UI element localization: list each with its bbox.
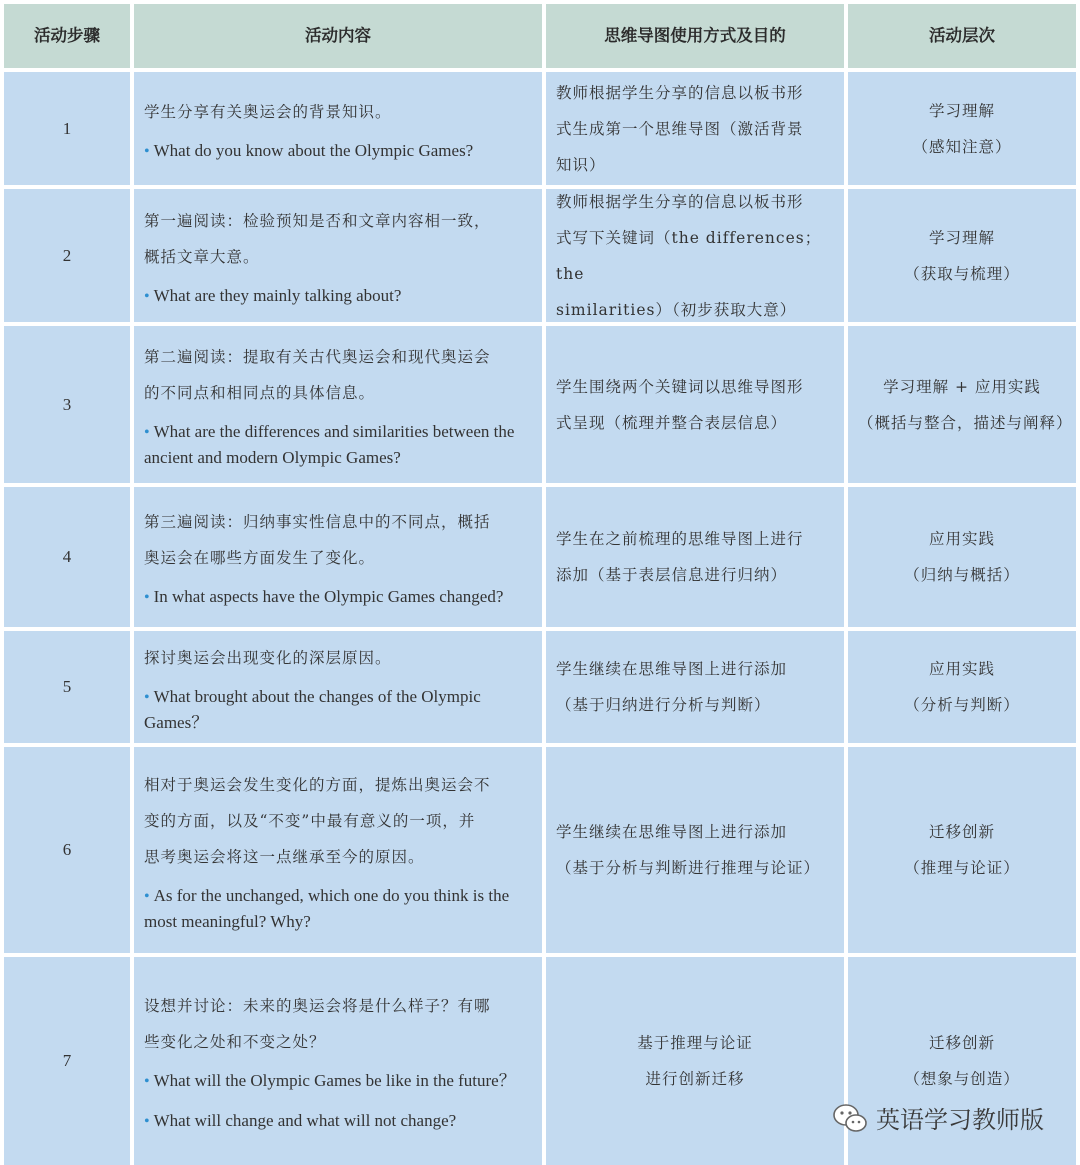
row-3-purpose: 学生围绕两个关键词以思维导图形 式呈现（梳理并整合表层信息） — [546, 326, 844, 483]
watermark — [832, 1100, 1044, 1135]
question: • What are they mainly talking about? — [144, 285, 402, 305]
bullet-icon: • — [144, 142, 150, 160]
header-content: 活动内容 — [134, 4, 542, 68]
bullet-icon: • — [144, 589, 150, 606]
bullet-icon: • — [144, 287, 150, 305]
content-line: 学生分享有关奥运会的背景知识。 — [144, 102, 392, 121]
row-4-purpose: 学生在之前梳理的思维导图上进行 添加（基于表层信息进行归纳） — [546, 487, 844, 627]
question: • What do you know about the Olympic Games? — [144, 140, 474, 160]
row-2-content: 第一遍阅读：检验预知是否和文章内容相一致， 概括文章大意。 • What are they mainly talking about? — [134, 189, 542, 322]
row-7-level: 迁移创新 （想象与创造） — [848, 957, 1076, 1165]
row-5-purpose: 学生继续在思维导图上进行添加 （基于归纳进行分析与判断） — [546, 631, 844, 743]
header-step: 活动步骤 — [4, 4, 130, 68]
question: • What will change and what will not change? — [144, 1111, 457, 1130]
row-5-content: 探讨奥运会出现变化的深层原因。 • What brought about the changes of the Olympic Games？ — [134, 631, 542, 743]
row-1-purpose: 教师根据学生分享的信息以板书形 式生成第一个思维导图（激活背景 知识） — [546, 72, 844, 185]
bullet-icon: • — [144, 1113, 150, 1130]
bullet-icon: • — [144, 887, 150, 905]
wechat-icon — [832, 1102, 868, 1134]
row-3-content: 第二遍阅读：提取有关古代奥运会和现代奥运会 的不同点和相同点的具体信息。 • What are the differences and similarities between the ancient and modern Olympic Games? — [134, 326, 542, 483]
row-2-step: 2 — [4, 189, 130, 322]
row-1-step: 1 — [4, 72, 130, 185]
question: • What will the Olympic Games be like in the future？ — [144, 1071, 516, 1090]
row-1-content — [134, 72, 542, 185]
bullet-icon: • — [144, 688, 150, 706]
row-5-level: 应用实践 （分析与判断） — [848, 631, 1076, 743]
header-level: 活动层次 — [848, 4, 1076, 68]
row-6-step: 6 — [4, 747, 130, 953]
row-6-purpose: 学生继续在思维导图上进行添加 （基于分析与判断进行推理与论证） — [546, 747, 844, 953]
bullet-icon: • — [144, 1073, 150, 1090]
question: • As for the unchanged, which one do you think is the most meaningful? Why? — [144, 885, 510, 931]
question: • What are the differences and similarities between the ancient and modern Olympic Games? — [144, 422, 515, 467]
row-4-level: 应用实践 （归纳与概括） — [848, 487, 1076, 627]
question: • What brought about the changes of the Olympic Games？ — [144, 686, 481, 732]
row-3-step: 3 — [4, 326, 130, 483]
activity-table — [4, 4, 1076, 1165]
row-6-level: 迁移创新 （推理与论证） — [848, 747, 1076, 953]
row-7-purpose: 基于推理与论证 进行创新迁移 — [546, 957, 844, 1165]
row-7-content: 设想并讨论：未来的奥运会将是什么样子？有哪 些变化之处和不变之处？ • What will the Olympic Games be like in the future？ • What will change and what will not change? — [134, 957, 542, 1165]
row-4-step: 4 — [4, 487, 130, 627]
watermark-text: 英语学习教师版 — [876, 1106, 1044, 1134]
header-purpose: 思维导图使用方式及目的 — [546, 4, 844, 68]
row-2-purpose: 教师根据学生分享的信息以板书形 式写下关键词（the differences；the similarities）（初步获取大意） — [546, 189, 844, 322]
row-3-level: 学习理解 + 应用实践 （概括与整合，描述与阐释） — [848, 326, 1076, 483]
bullet-icon: • — [144, 424, 150, 441]
row-5-step: 5 — [4, 631, 130, 743]
question: • In what aspects have the Olympic Games changed? — [144, 587, 504, 606]
row-1-level: 学习理解 （感知注意） — [848, 72, 1076, 185]
row-2-level: 学习理解 （获取与梳理） — [848, 189, 1076, 322]
row-7-step: 7 — [4, 957, 130, 1165]
row-6-content: 相对于奥运会发生变化的方面，提炼出奥运会不 变的方面，以及“不变”中最有意义的一项，并 思考奥运会将这一点继承至今的原因。 • As for the unchanged, which one do you think is the most meaningful? Why? — [134, 747, 542, 953]
row-4-content: 第三遍阅读：归纳事实性信息中的不同点，概括 奥运会在哪些方面发生了变化。 • In what aspects have the Olympic Games changed? — [134, 487, 542, 627]
